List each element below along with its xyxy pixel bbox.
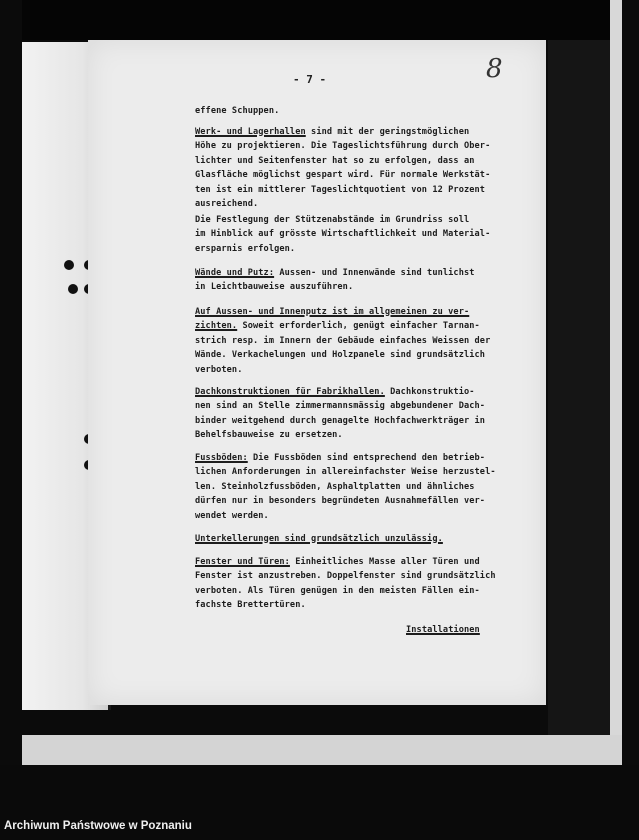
paragraph: Dachkonstruktionen für Fabrikhallen. Dachkonstruktio- nen sind an Stelle zimmermannsmässig abgebundener Dach- binder weitgehend durch genagelte Hochfachwerkträger in Behelfsbauweise zu ersetzen. bbox=[195, 387, 486, 441]
film-bottom-border bbox=[0, 765, 639, 812]
paragraph: Die Festlegung der Stützenabstände im Grundriss soll im Hinblick auf grösste Wirtschaftlichkeit und Material- ersparnis erfolgen. bbox=[195, 215, 491, 254]
paragraph bbox=[195, 532, 535, 546]
film-bottom-strip bbox=[22, 735, 622, 765]
paragraph: Auf Aussen- und Innenputz ist im allgemeinen zu ver- zichten. Soweit erforderlich, genügt einfacher Tarnan- strich resp. im Innern der Gebäude einfaches Weissen der Wände. Verkachelungen und Holzpanele sind grundsätzlich verboten. bbox=[195, 307, 491, 375]
paragraph: effene Schuppen. bbox=[195, 106, 280, 116]
next-section-heading: Installationen bbox=[406, 625, 480, 635]
paragraph-heading: Werk- und Lagerhallen bbox=[195, 127, 306, 137]
paragraph-heading: Auf Aussen- und Innenputz ist im allgemeinen zu ver- zichten. bbox=[195, 307, 470, 332]
paragraph-heading: Fenster und Türen: bbox=[195, 557, 290, 567]
paragraph: Werk- und Lagerhallen sind mit der geringstmöglichen Höhe zu projektieren. Die Tageslichtsführung durch Ober- lichter und Seitenfenster hat so zu erfolgen, dass an Glasfläche möglichst gespart wird. Für normale Werkstät- ten ist ein mittlerer Tageslichtquotient von 12 Prozent ausreichend. bbox=[195, 127, 491, 210]
paragraph-heading: Dachkonstruktionen für Fabrikhallen. bbox=[195, 387, 385, 397]
film-right-strip bbox=[548, 40, 612, 740]
paragraph: Fenster und Türen: Einheitliches Masse aller Türen und Fenster ist anzustreben. Doppelfenster sind grundsätzlich verboten. Als Türen genügen in den meisten Fällen ein- fachste Brettertüren. bbox=[195, 557, 496, 611]
paragraph: Wände und Putz: Aussen- und Innenwände sind tunlichst in Leichtbauweise auszuführen. bbox=[195, 268, 475, 293]
handwritten-page-number: 8 bbox=[486, 54, 503, 84]
archive-caption: Archiwum Państwowe w Poznaniu bbox=[0, 812, 639, 840]
paragraph-heading: Fussböden: bbox=[195, 453, 248, 463]
document-page bbox=[88, 40, 546, 705]
paragraph-heading: Unterkellerungen sind grundsätzlich unzulässig. bbox=[195, 534, 443, 544]
film-border-top bbox=[22, 0, 622, 40]
punch-hole bbox=[68, 284, 78, 294]
punch-hole bbox=[64, 260, 74, 270]
film-right-edge bbox=[610, 0, 622, 760]
paragraph-heading: Wände und Putz: bbox=[195, 268, 275, 278]
paragraph: Fussböden: Die Fussböden sind entsprechend den betrieb- lichen Anforderungen in allereinfachster Weise herzustel- len. Steinholzfussböden, Asphaltplatten und ähnliches dürfen nur in besonders begründeten Ausnahmefällen ver- wendet werden. bbox=[195, 453, 496, 521]
page-number: - 7 - bbox=[293, 73, 327, 86]
